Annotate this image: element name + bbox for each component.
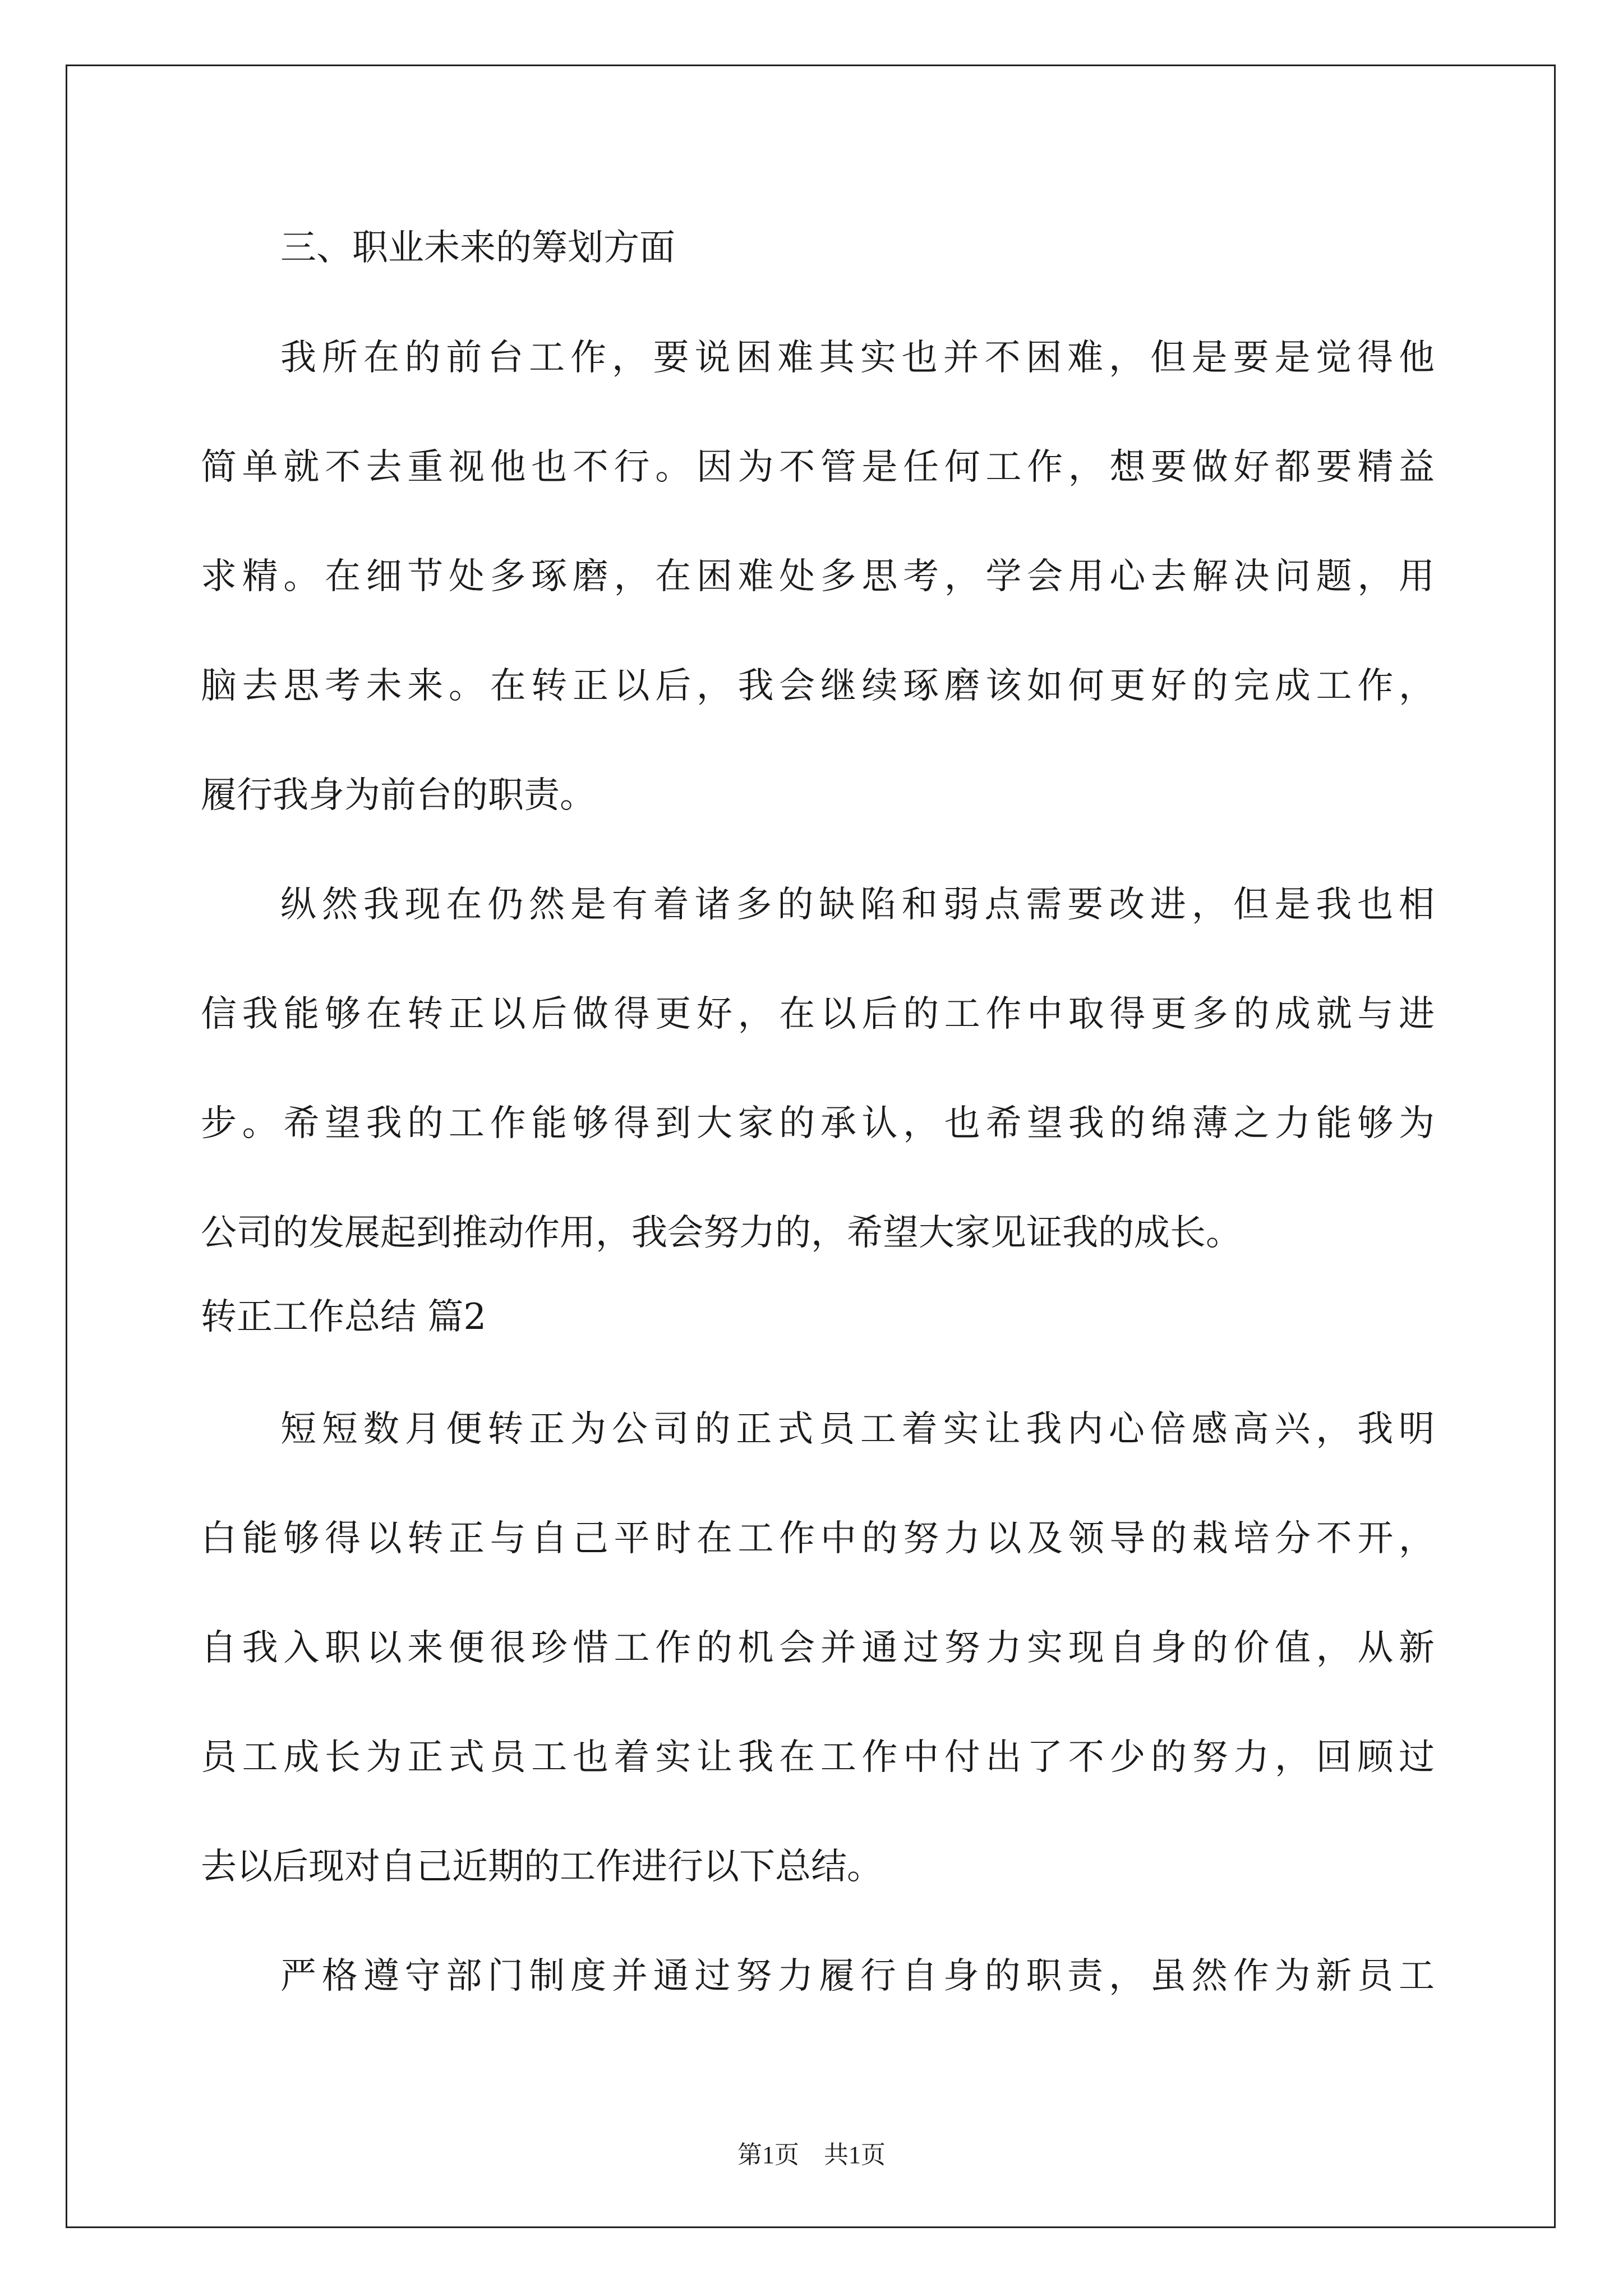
paragraph-line: 信我能够在转正以后做得更好，在以后的工作中取得更多的成就与进 xyxy=(201,993,1435,1035)
paragraph-line: 求精。在细节处多琢磨，在困难处多思考，学会用心去解决问题，用 xyxy=(201,556,1435,597)
paragraph-line: 我所在的前台工作，要说困难其实也并不困难，但是要是觉得他 xyxy=(280,337,1435,379)
page-footer xyxy=(0,2138,1623,2172)
paragraph-line: 脑去思考未来。在转正以后，我会继续琢磨该如何更好的完成工作， xyxy=(201,665,1435,707)
page-total: 共1页 xyxy=(824,2141,886,2169)
paragraph-line: 纵然我现在仍然是有着诸多的缺陷和弱点需要改进，但是我也相 xyxy=(280,884,1435,926)
paragraph-line: 简单就不去重视他也不行。因为不管是任何工作，想要做好都要精益 xyxy=(201,447,1435,488)
section-heading: 三、职业未来的筹划方面 xyxy=(280,227,675,269)
paragraph-line: 步。希望我的工作能够得到大家的承认，也希望我的绵薄之力能够为 xyxy=(201,1103,1435,1144)
paragraph-line: 自我入职以来便很珍惜工作的机会并通过努力实现自身的价值，从新 xyxy=(201,1627,1435,1669)
paragraph-line: 员工成长为正式员工也着实让我在工作中付出了不少的努力，回顾过 xyxy=(201,1737,1435,1778)
paragraph-line: 公司的发展起到推动作用，我会努力的，希望大家见证我的成长。 xyxy=(201,1212,1242,1254)
paragraph-line: 去以后现对自己近期的工作进行以下总结。 xyxy=(201,1846,883,1888)
paragraph-line: 履行我身为前台的职责。 xyxy=(201,775,596,816)
paragraph-line: 短短数月便转正为公司的正式员工着实让我内心倍感高兴，我明 xyxy=(280,1409,1435,1450)
paragraph-line: 白能够得以转正与自己平时在工作中的努力以及领导的栽培分不开， xyxy=(201,1518,1435,1559)
paragraph-line: 严格遵守部门制度并通过努力履行自身的职责，虽然作为新员工 xyxy=(280,1955,1435,1997)
article-title: 转正工作总结 篇2 xyxy=(201,1296,487,1338)
page-number: 第1页 xyxy=(737,2141,799,2169)
